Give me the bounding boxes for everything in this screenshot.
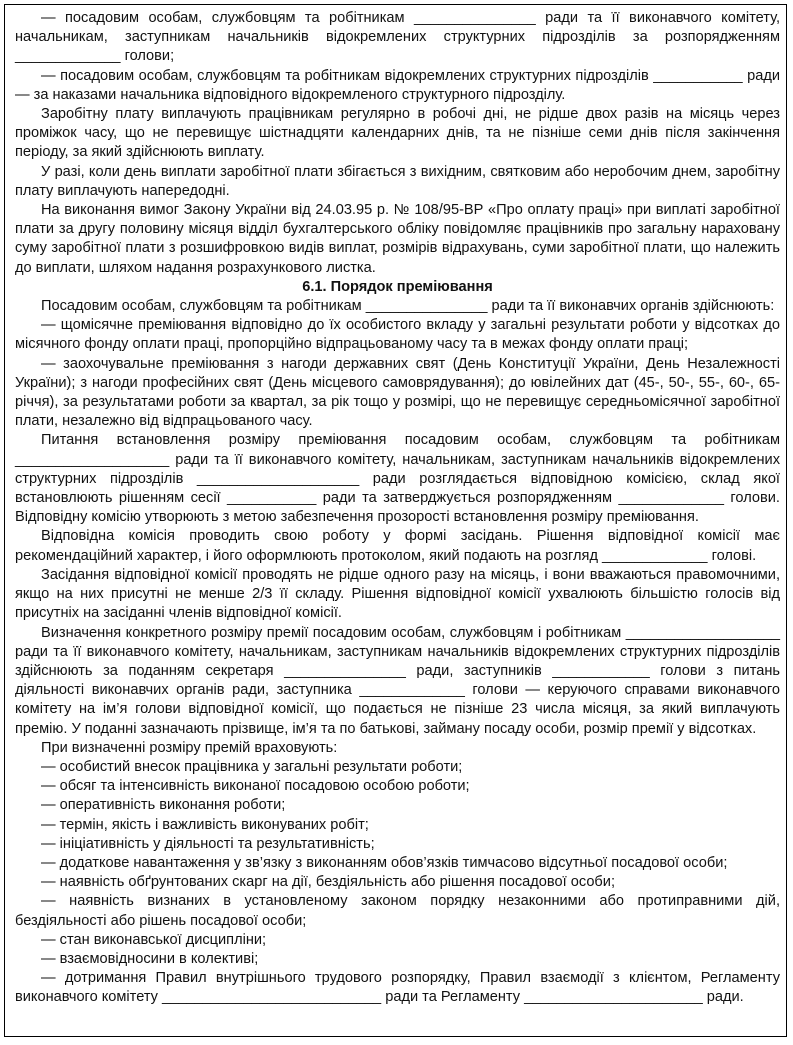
list-item: — термін, якість і важливість виконуваних робіт; [41, 816, 369, 833]
paragraph: Визначення конкретного розміру премії посадовим особам, службовцям і робітникам ___________________ ради та її виконавчого комітету, начальникам, заступникам начальників відокремлених структурних підрозділів здійснюють за поданням секретаря _______________ ради, заступників ____________ голови з питань діяльності виконавчих органів ради, заступника _____________ голови — керуючого справами виконавчого комітету на ім’я голови відповідної комісії, що подається не пізніше 23 числа місяця, за який виплачують премію. У поданні зазначають прізвище, ім’я та по батькові, займану посаду особи, розмір премії у відсотках. [15, 624, 780, 737]
paragraph: Питання встановлення розміру преміювання посадовим особам, службовцям та робітникам ___________________ ради та її виконавчого комітету, начальникам, заступникам начальників відокремлених структурних підрозділів ____________________ ради розглядається відповідною комісією, склад якої встановлюють рішенням сесії ___________ ради та затверджується розпорядженням _____________ голови. Відповідну комісію утворюють з метою забезпечення прозорості встановлення розміру преміювання. [15, 432, 780, 526]
document-body [15, 9, 780, 1008]
paragraph: — посадовим особам, службовцям та робітникам _______________ ради та її виконавчого комітету, начальникам, заступникам начальників відокремлених структурних підрозділів за розпорядженням _____________ голови; [15, 10, 780, 65]
list-item: — ініціативність у діяльності та результативність; [41, 835, 375, 852]
paragraph: Засідання відповідної комісії проводять не рідше одного разу на місяць, і вони вважаються правомочними, якщо на них присутні не менше 2/3 її складу. Рішення відповідної комісії ухвалюють більшістю голосів від присутніх на засіданні членів відповідної комісії. [15, 566, 780, 622]
document-frame [4, 4, 787, 1037]
list-item: — оперативність виконання роботи; [41, 797, 286, 814]
list-item: — наявність обґрунтованих скарг на дії, бездіяльність або рішення посадової особи; [41, 874, 615, 891]
paragraph: Відповідна комісія проводить свою роботу у формі засідань. Рішення відповідної комісії має рекомендаційний характер, і його оформлюють протоколом, який подають на розгляд _____________ голові. [15, 528, 780, 564]
paragraph: — посадовим особам, службовцям та робітникам відокремлених структурних підрозділів ___________ ради — за наказами начальника відповідного відокремленого структурного підрозділу. [15, 67, 780, 103]
paragraph: Посадовим особам, службовцям та робітникам _______________ ради та її виконавчих органів здійснюють: [41, 298, 775, 315]
paragraph: — заохочувальне преміювання з нагоди державних свят (День Конституції України, День Незалежності України); з нагоди професійних свят (День місцевого самоврядування); до ювілейних дат (45-, 50-, 55-, 60-, 65-річчя), за результатами роботи за квартал, за рік тощо у розмірі, що не перевищує середньомісячної заробітної плати, незалежно від відпрацьованого часу. [15, 355, 780, 430]
paragraph: — щомісячне преміювання відповідно до їх особистого вкладу у загальні результати роботи у відсотках до місячного фонду оплати праці, пропорційно відпрацьованому часу та в межах фонду оплати праці; [15, 317, 780, 353]
list-item: — взаємовідносини в колективі; [41, 950, 259, 967]
list-item: — наявність визнаних в установленому законом порядку незаконними або протиправними дій, бездіяльності або рішень посадової особи; [15, 893, 780, 929]
list-item: — дотримання Правил внутрішнього трудового розпорядку, Правил взаємодії з клієнтом, Регламенту виконавчого комітету ___________________________ ради та Регламенту ______________________ ради. [15, 970, 780, 1006]
section-heading: 6.1. Порядок преміювання [302, 278, 493, 295]
list-item: — обсяг та інтенсивність виконаної посадовою особою роботи; [41, 778, 470, 795]
list-item: — особистий внесок працівника у загальні результати роботи; [41, 758, 463, 775]
list-item: — стан виконавської дисципліни; [41, 931, 267, 948]
paragraph: На виконання вимог Закону України від 24.03.95 р. № 108/95-ВР «Про оплату праці» при виплаті заробітної плати за другу половину місяця відділ бухгалтерського обліку повідомляє працівників про загальну нараховану суму заробітної плати з розшифровкою видів виплат, розмірів відрахувань, суми заробітної плати, що належить до виплати, шляхом надання розрахункового листка. [15, 202, 780, 276]
paragraph: При визначенні розміру премій враховують: [41, 739, 338, 756]
paragraph: Заробітну плату виплачують працівникам регулярно в робочі дні, не рідше двох разів на місяць через проміжок часу, що не перевищує шістнадцяти календарних днів, та не пізніше семи днів після закінчення періоду, за який здійснюють виплату. [15, 106, 780, 161]
paragraph: У разі, коли день виплати заробітної плати збігається з вихідним, святковим або неробочим днем, заробітну плату виплачують напередодні. [15, 163, 780, 199]
list-item: — додаткове навантаження у зв’язку з виконанням обов’язків тимчасово відсутньої посадової особи; [41, 854, 728, 871]
